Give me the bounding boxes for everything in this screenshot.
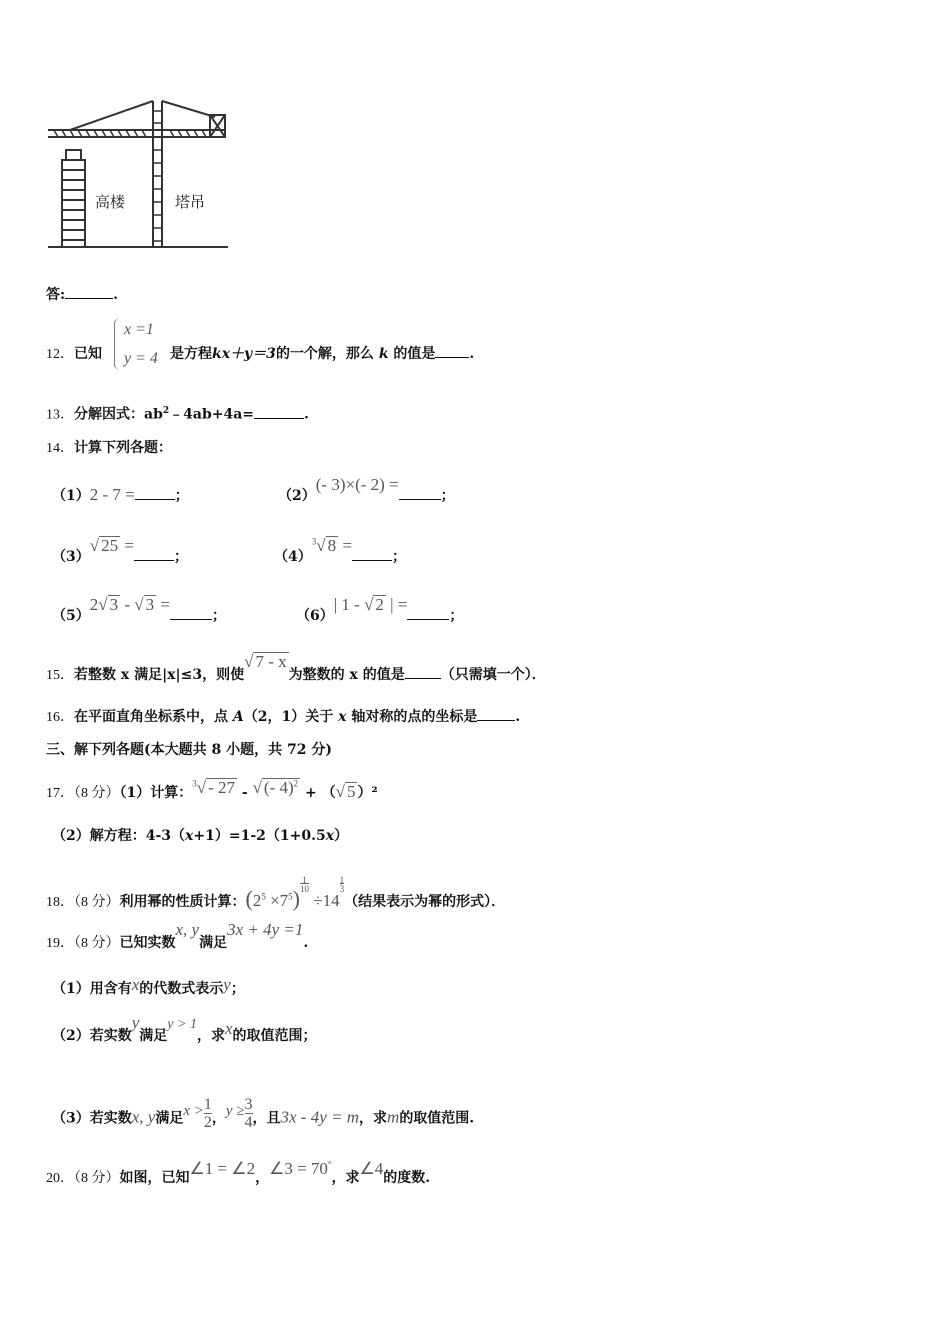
system-eq-1: x =1 <box>124 321 154 338</box>
building-label: 高楼 <box>95 194 126 211</box>
q12-blank[interactable] <box>435 357 469 358</box>
question-17: 17．（8 分）（1）计算：$^3$√ - 27 - √ (- 4)$^2$ + （√ 5 ）² <box>46 778 378 801</box>
q14-blank-1[interactable] <box>135 499 175 500</box>
answer-blank[interactable] <box>65 298 113 299</box>
question-16: 16．在平面直角坐标系中，点 A（2，1）关于 x 轴对称的点的坐标是 . <box>46 709 521 725</box>
q14-blank-3[interactable] <box>134 560 174 561</box>
q14-item-4: $(4)^3√$ 8 =； <box>274 536 406 565</box>
question-12: 12．已知 <box>46 346 102 362</box>
q14-item-2: （2）(- 3)×(- 2) =； <box>278 475 455 504</box>
q16-blank[interactable] <box>477 720 515 721</box>
question-14: 14．计算下列各题： <box>46 440 172 456</box>
q14-item-5: （5）2√ 3 - √ 3 =； <box>52 595 226 624</box>
crane-label: 塔吊 <box>175 194 206 211</box>
answer-line: 答: . <box>46 287 119 303</box>
question-19-part-3: （3）若实数x, y满足$x >\frac{1}{2}$，$y \ge\frac{3}{4}$，且3x - 4y = m，求m的取值范围. <box>52 1096 475 1131</box>
q14-blank-2[interactable] <box>399 499 441 500</box>
q14-item-1: （1）2 - 7 = ； <box>52 485 189 504</box>
question-17-part-2: （2）解方程：4-3（x+1）=1-2（1+0.5x） <box>52 828 349 844</box>
q14-blank-5[interactable] <box>170 619 212 620</box>
q14-item-6: （6）| 1 - √ 2 | =； <box>296 595 464 624</box>
question-19: 19．（8 分）已知实数x, y满足3x + 4y =1. <box>46 920 309 951</box>
q14-item-3: （3）√ 25 =； <box>52 536 188 565</box>
question-13: 13．分解因式：$ab^2﹣4ab+4a=$ . <box>46 406 309 423</box>
question-19-part-2: （2）若实数y满足y > 1，求x的取值范围； <box>52 1013 317 1044</box>
section-3-heading: 三、解下列各题(本大题共 8 小题，共 72 分) <box>46 742 332 758</box>
question-18: 18．（8 分）利用幂的性质计算：$(2^5 \times 7^5)\frac{1}{10} \div 14\frac{1}{3}$（结果表示为幂的形式）． <box>46 875 506 911</box>
crane-building-figure <box>40 95 235 255</box>
system-eq-2: y = 4 <box>124 350 158 367</box>
question-15: 15．若整数 x 满足|x|≤3，则使√ 7 - x为整数的 x 的值是 （只需填一个）． <box>46 652 546 683</box>
q14-blank-6[interactable] <box>407 619 449 620</box>
q15-blank[interactable] <box>405 678 441 679</box>
q14-blank-4[interactable] <box>352 560 392 561</box>
question-19-part-1: （1）用含有x的代数式表示y； <box>52 975 245 997</box>
system-brace <box>114 318 121 370</box>
question-12-text: 是方程kx＋y＝3的一个解，那么 k 的值是 . <box>170 346 475 362</box>
question-20: 20．（8 分）如图，已知∠1 = ∠2，∠3 = 70°，求∠4的度数. <box>46 1159 431 1186</box>
q13-blank[interactable] <box>254 418 304 419</box>
